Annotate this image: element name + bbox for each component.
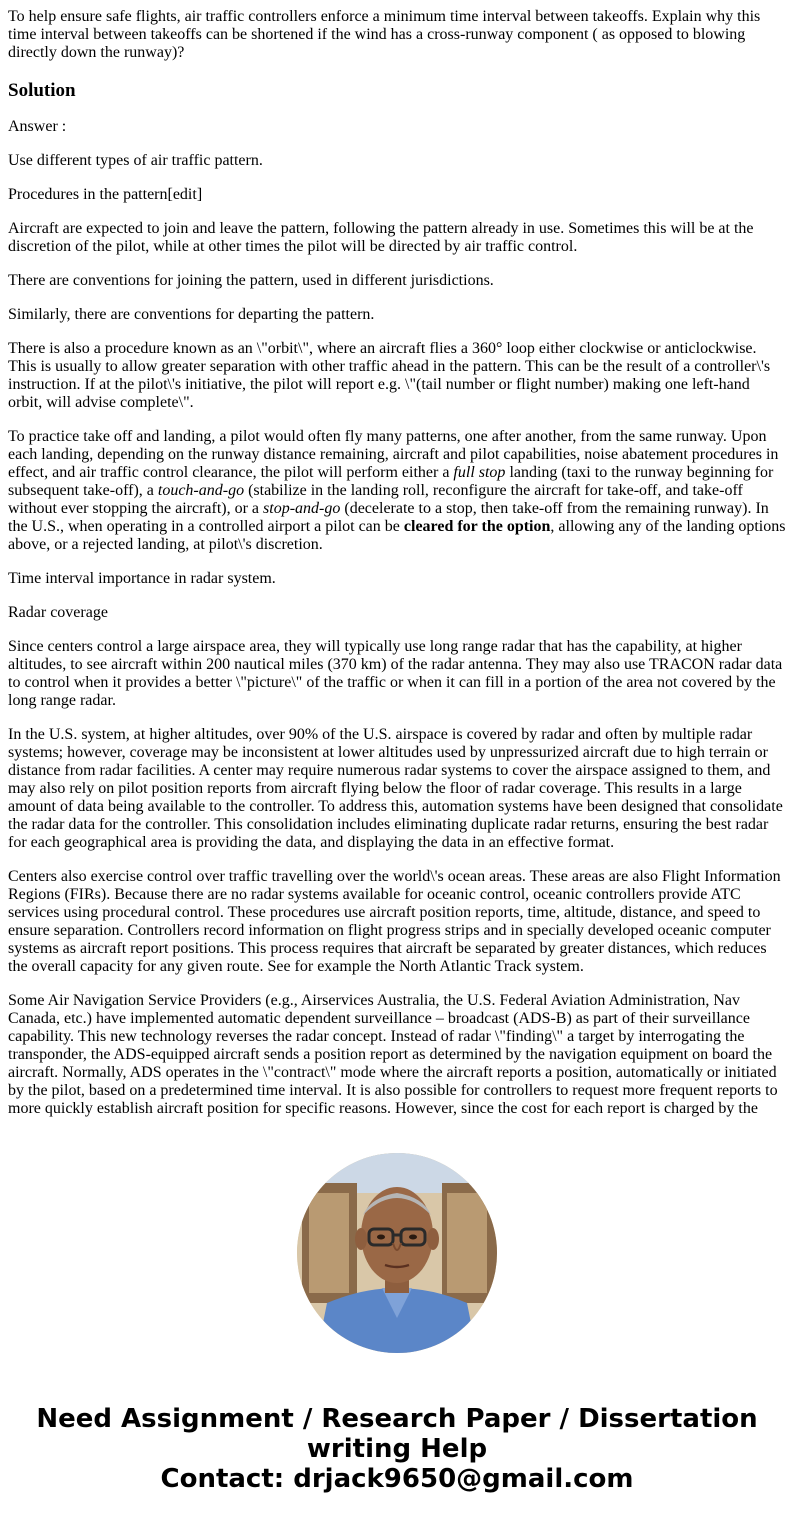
- paragraph-practice-landing: To practice take off and landing, a pilot would often fly many patterns, one after another, from the same runway. Upon each landing, depending on the runway distance remaining, aircraft and pilot capabilities, noise abatement procedures in effect, and air traffic control clearance, the pilot will perform either a full stop landing (taxi to the runway beginning for subsequent take-off), a touch-and-go (stabilize in the landing roll, reconfigure the aircraft for take-off, and take-off without ever stopping the aircraft), or a stop-and-go (decelerate to a stop, then take-off from the remaining runway). In the U.S., when operating in a controlled airport a pilot can be cleared for the option, allowing any of the landing options above, or a rejected landing, at pilot\'s discretion.: [8, 428, 786, 553]
- paragraph-ads-b: Some Air Navigation Service Providers (e.g., Airservices Australia, the U.S. Federal Aviation Administration, Nav Canada, etc.) have implemented automatic dependent surveillance – broadcast (ADS-B) as part of their surveillance capability. This new technology reverses the radar concept. Instead of radar \"finding\" a target by interrogating the transponder, the ADS-equipped aircraft sends a position report as determined by the navigation equipment on board the aircraft. Normally, ADS operates in the \"contract\" mode where the aircraft reports a position, automatically or initiated by the pilot, based on a predetermined time interval. It is also possible for controllers to request more frequent reports to more quickly establish aircraft position for specific reasons. However, since the cost for each report is charged by the: [8, 992, 778, 1117]
- term-stop-and-go: stop-and-go: [263, 500, 341, 517]
- paragraph-us-system: In the U.S. system, at higher altitudes, over 90% of the U.S. airspace is covered by radar and often by multiple radar systems; however, coverage may be inconsistent at lower altitudes used by unpressurized aircraft due to high terrain or distance from radar facilities. A center may require numerous radar systems to cover the airspace assigned to them, and may also rely on pilot position reports from aircraft flying below the floor of radar coverage. This results in a large amount of data being available to the controller. To address this, automation systems have been designed that consolidate the radar data for the controller. This consolidation includes eliminating duplicate radar returns, ensuring the best radar for each geographical area is providing the data, and displaying the data in an effective format.: [8, 726, 783, 851]
- promo-contact: Contact: drjack9650@gmail.com: [160, 1464, 634, 1494]
- paragraph-pattern-intro: Use different types of air traffic pattern.: [8, 152, 263, 169]
- question-text: To help ensure safe flights, air traffic controllers enforce a minimum time interval between takeoffs. Explain why this time interval between takeoffs can be shortened if the wind has a cross-runway component ( as opposed to blowing directly down the runway)?: [8, 8, 761, 61]
- term-touch-and-go: touch-and-go: [157, 482, 245, 499]
- promo-line-2: writing Help: [306, 1434, 488, 1464]
- promo-banner: [0, 1404, 794, 1494]
- avatar-portrait: [297, 1153, 497, 1353]
- paragraph-joining-conventions: There are conventions for joining the pattern, used in different jurisdictions.: [8, 272, 494, 289]
- paragraph-centers-radar: Since centers control a large airspace area, they will typically use long range radar that has the capability, at higher altitudes, to see aircraft within 200 nautical miles (370 km) of the radar antenna. They may also use TRACON radar data to control when it provides a better \"picture\" of the traffic or when it can fill in a portion of the area not covered by the long range radar.: [8, 638, 783, 709]
- term-full-stop: full stop: [453, 464, 506, 481]
- answer-label: Answer :: [8, 118, 67, 135]
- term-cleared-for-option: cleared for the option: [403, 518, 551, 535]
- solution-heading: Solution: [8, 80, 76, 101]
- paragraph-radar-coverage: Radar coverage: [8, 604, 108, 621]
- paragraph-procedures-heading: Procedures in the pattern[edit]: [8, 186, 203, 203]
- paragraph-time-interval: Time interval importance in radar system.: [8, 570, 276, 587]
- paragraph-orbit: There is also a procedure known as an \"orbit\", where an aircraft flies a 360° loop either clockwise or anticlockwise. This is usually to allow greater separation with other traffic ahead in the pattern. This can be the result of a controller\'s instruction. If at the pilot\'s initiative, the pilot will report e.g. \"(tail number or flight number) making one left-hand orbit, will advise complete\".: [8, 340, 771, 411]
- paragraph-oceanic-control: Centers also exercise control over traffic travelling over the world\'s ocean areas. These areas are also Flight Information Regions (FIRs). Because there are no radar systems available for oceanic control, oceanic controllers provide ATC services using procedural control. These procedures use aircraft position reports, time, altitude, distance, and speed to ensure separation. Controllers record information on flight progress strips and in specially developed oceanic computer systems as aircraft report positions. This process requires that aircraft be separated by greater distances, which reduces the overall capacity for any given route. See for example the North Atlantic Track system.: [8, 868, 781, 975]
- paragraph-join-leave: Aircraft are expected to join and leave the pattern, following the pattern already in use. Sometimes this will be at the discretion of the pilot, while at other times the pilot will be directed by air traffic control.: [8, 220, 754, 255]
- promo-line-1: Need Assignment / Research Paper / Dissertation: [36, 1404, 758, 1434]
- author-avatar: [297, 1153, 497, 1353]
- paragraph-departing-conventions: Similarly, there are conventions for departing the pattern.: [8, 306, 375, 323]
